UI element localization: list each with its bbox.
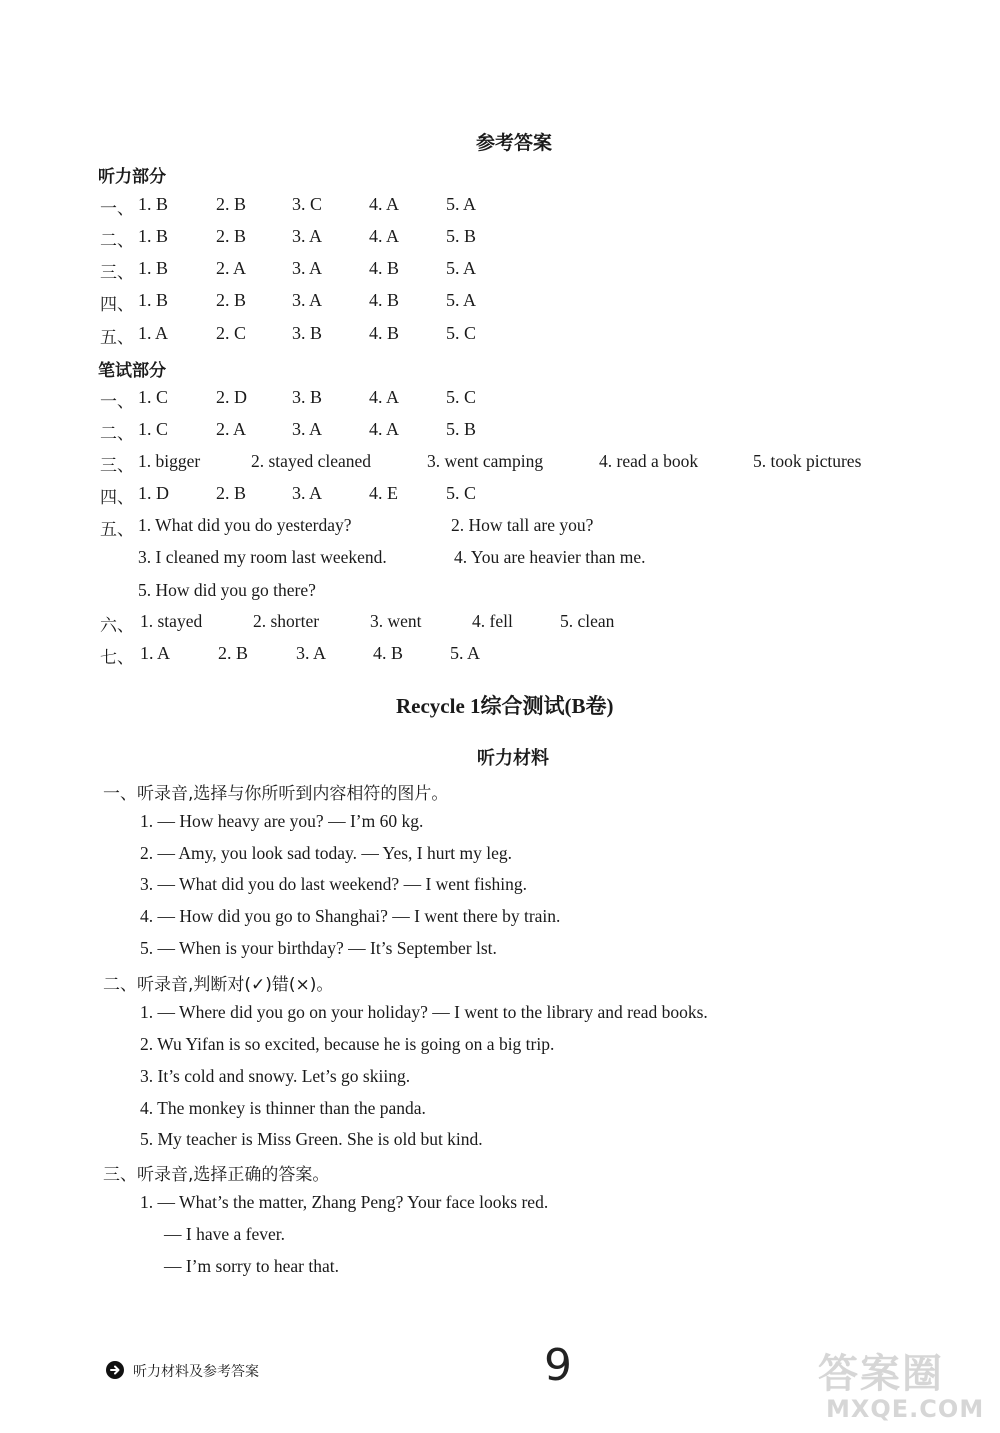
answer-item: 2. C	[216, 323, 247, 343]
written-answer-row	[100, 643, 900, 667]
answer-item: 3. A	[292, 419, 323, 439]
answer-item: 4. A	[369, 387, 400, 407]
answer-item: 2. B	[218, 643, 249, 663]
answer-item: 4. B	[369, 258, 400, 278]
answer-item: 4. read a book	[599, 451, 699, 471]
answer-item: 2. D	[216, 387, 247, 407]
listening-line: 1. — Where did you go on your holiday? — I went to the library and read books.	[140, 1002, 708, 1022]
row-label: 七、	[100, 648, 134, 668]
answer-item: 4. B	[369, 290, 400, 310]
answer-item: 5. A	[446, 290, 477, 310]
listening-line: 2. — Amy, you look sad today. — Yes, I hurt my leg.	[140, 843, 513, 863]
written-answer-row	[100, 451, 900, 475]
test-title: Recycle 1综合测试(B卷)	[396, 694, 614, 718]
page-number: 9	[544, 1340, 572, 1391]
answer-item: 1. B	[138, 194, 169, 214]
answer-item: 5. A	[446, 258, 477, 278]
section-instruction: 一、听录音,选择与你所听到内容相符的图片。	[103, 784, 449, 804]
section-instruction: 三、听录音,选择正确的答案。	[103, 1165, 330, 1185]
answer-item: 1. A	[138, 323, 169, 343]
row-label: 四、	[100, 488, 134, 508]
row-label: 四、	[100, 295, 134, 315]
answer-item: 3. went camping	[427, 451, 544, 471]
answer-item: 2. How tall are you?	[451, 515, 594, 535]
answer-item: 3. A	[292, 290, 323, 310]
answer-item: 4. fell	[472, 611, 513, 631]
watermark-url: MXQE.COM	[826, 1395, 985, 1423]
written-answer-row	[100, 483, 900, 507]
answer-item: 2. A	[216, 419, 247, 439]
row-label: 五、	[100, 328, 134, 348]
answer-item: 1. D	[138, 483, 169, 503]
answer-item: 3. B	[292, 387, 323, 407]
written-answer-row	[100, 515, 900, 539]
row-label: 五、	[100, 520, 134, 540]
listening-answer-row	[100, 323, 900, 347]
answer-item: 2. B	[216, 290, 247, 310]
listening-answer-row	[100, 226, 900, 250]
answer-item: 2. B	[216, 483, 247, 503]
answer-item: 4. B	[373, 643, 404, 663]
answer-item: 3. B	[292, 323, 323, 343]
answer-item: 3. I cleaned my room last weekend.	[138, 547, 387, 567]
written-answer-row	[100, 611, 900, 635]
written-answer-row	[100, 419, 900, 443]
arrow-right-icon	[106, 1361, 124, 1379]
footer-label: 听力材料及参考答案	[133, 1364, 259, 1380]
answer-item: 4. B	[369, 323, 400, 343]
written-section-header: 笔试部分	[98, 361, 166, 381]
listening-answer-row	[100, 258, 900, 282]
row-label: 六、	[100, 616, 134, 636]
answer-item: 2. stayed cleaned	[251, 451, 372, 471]
listening-line: 3. — What did you do last weekend? — I went fishing.	[140, 874, 528, 894]
row-label: 一、	[100, 392, 134, 412]
listening-line: 1. — What’s the matter, Zhang Peng? Your face looks red.	[140, 1192, 549, 1212]
answer-item: 4. A	[369, 419, 400, 439]
answers-title: 参考答案	[476, 132, 553, 154]
row-label: 二、	[100, 231, 134, 251]
written-answer-row	[100, 580, 900, 604]
answer-item: 4. A	[369, 194, 400, 214]
answer-item: 5. C	[446, 483, 477, 503]
answer-item: 3. A	[296, 643, 327, 663]
listening-line: 2. Wu Yifan is so excited, because he is going on a big trip.	[140, 1034, 555, 1054]
written-answer-row	[100, 547, 900, 571]
row-label: 一、	[100, 199, 134, 219]
answer-item: 1. B	[138, 226, 169, 246]
answer-item: 5. B	[446, 226, 477, 246]
watermark-logo-text: 答案圈	[818, 1351, 944, 1397]
listening-line: 4. The monkey is thinner than the panda.	[140, 1098, 426, 1118]
answer-item: 3. A	[292, 483, 323, 503]
answer-item: 2. B	[216, 226, 247, 246]
answer-item: 2. shorter	[253, 611, 320, 631]
listening-line: — I’m sorry to hear that.	[164, 1256, 339, 1276]
answer-item: 3. C	[292, 194, 323, 214]
answer-item: 4. A	[369, 226, 400, 246]
answer-item: 1. B	[138, 290, 169, 310]
answer-item: 3. A	[292, 226, 323, 246]
test-subtitle: 听力材料	[477, 748, 549, 769]
listening-line: 3. It’s cold and snowy. Let’s go skiing.	[140, 1066, 411, 1086]
answer-item: 1. bigger	[138, 451, 201, 471]
answer-item: 5. A	[450, 643, 481, 663]
answer-item: 1. B	[138, 258, 169, 278]
answer-item: 1. stayed	[140, 611, 203, 631]
listening-answer-row	[100, 290, 900, 314]
answer-item: 1. What did you do yesterday?	[138, 515, 352, 535]
listening-line: 4. — How did you go to Shanghai? — I went there by train.	[140, 906, 561, 926]
section-instruction: 二、听录音,判断对(✓)错(×)。	[103, 975, 334, 995]
answer-item: 2. A	[216, 258, 247, 278]
listening-line: 1. — How heavy are you? — I’m 60 kg.	[140, 811, 424, 831]
answer-item: 3. A	[292, 258, 323, 278]
answer-item: 4. E	[369, 483, 398, 503]
answer-item: 1. A	[140, 643, 171, 663]
answer-item: 5. C	[446, 387, 477, 407]
answer-item: 5. How did you go there?	[138, 580, 316, 600]
listening-answer-row	[100, 194, 900, 218]
row-label: 三、	[100, 263, 134, 283]
written-answer-row	[100, 387, 900, 411]
answer-item: 5. A	[446, 194, 477, 214]
answer-item: 5. clean	[560, 611, 615, 631]
answer-item: 1. C	[138, 387, 169, 407]
row-label: 三、	[100, 456, 134, 476]
answer-item: 5. B	[446, 419, 477, 439]
listening-section-header: 听力部分	[98, 167, 166, 187]
answer-item: 2. B	[216, 194, 247, 214]
answer-item: 4. You are heavier than me.	[454, 547, 646, 567]
answer-item: 1. C	[138, 419, 169, 439]
answer-item: 5. C	[446, 323, 477, 343]
listening-line: 5. My teacher is Miss Green. She is old but kind.	[140, 1129, 483, 1149]
answer-item: 3. went	[370, 611, 422, 631]
answer-item: 5. took pictures	[753, 451, 862, 471]
listening-line: 5. — When is your birthday? — It’s September lst.	[140, 938, 497, 958]
row-label: 二、	[100, 424, 134, 444]
listening-line: — I have a fever.	[164, 1224, 285, 1244]
